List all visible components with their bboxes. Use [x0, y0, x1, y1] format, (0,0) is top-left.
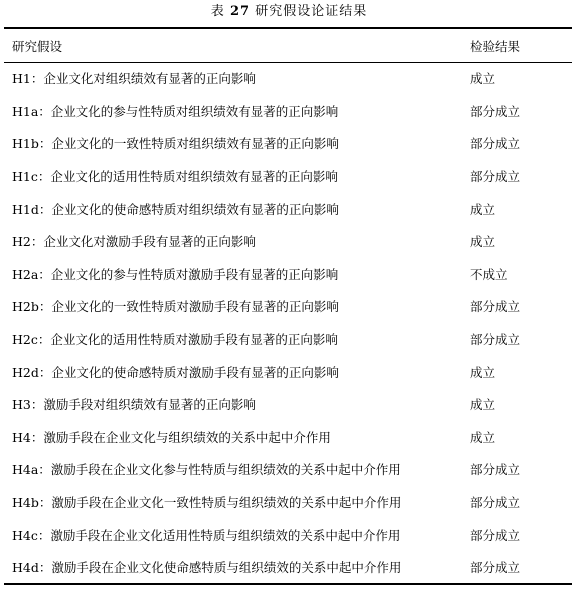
hypothesis-cell: H2c：企业文化的适用性特质对激励手段有显著的正向影响 [12, 332, 338, 348]
hypothesis-cell: H1a：企业文化的参与性特质对组织绩效有显著的正向影响 [12, 103, 339, 119]
table-row [4, 225, 572, 258]
header-hypothesis: 研究假设 [12, 38, 63, 54]
result-cell: 部分成立 [470, 299, 521, 315]
table-row [4, 62, 572, 95]
table-row [4, 127, 572, 160]
table-row [4, 290, 572, 323]
hypothesis-cell: H2b：企业文化的一致性特质对激励手段有显著的正向影响 [12, 299, 339, 315]
hypothesis-cell: H1c：企业文化的适用性特质对组织绩效有显著的正向影响 [12, 169, 338, 185]
header-result: 检验结果 [470, 38, 521, 54]
hypothesis-results-table [4, 29, 572, 584]
result-cell: 成立 [470, 201, 496, 217]
table-row [4, 323, 572, 356]
hypothesis-cell: H4d：激励手段在企业文化使命感特质与组织绩效的关系中起中介作用 [12, 560, 402, 576]
hypothesis-cell: H1b：企业文化的一致性特质对组织绩效有显著的正向影响 [12, 136, 339, 152]
result-cell: 部分成立 [470, 462, 521, 478]
table-row [4, 453, 572, 486]
caption-title: 研究假设论证结果 [255, 4, 368, 19]
table-row [4, 95, 572, 128]
result-cell: 不成立 [470, 266, 508, 282]
hypothesis-cell: H4a：激励手段在企业文化参与性特质与组织绩效的关系中起中介作用 [12, 462, 401, 478]
table-row [4, 486, 572, 519]
hypothesis-cell: H2a：企业文化的参与性特质对激励手段有显著的正向影响 [12, 266, 339, 282]
result-cell: 部分成立 [470, 169, 521, 185]
hypothesis-cell: H4c：激励手段在企业文化适用性特质与组织绩效的关系中起中介作用 [12, 527, 401, 543]
hypothesis-cell: H4：激励手段在企业文化与组织绩效的关系中起中介作用 [12, 429, 331, 445]
hypothesis-cell: H1d：企业文化的使命感特质对组织绩效有显著的正向影响 [12, 201, 339, 217]
result-cell: 部分成立 [470, 560, 521, 576]
table-row [4, 551, 572, 584]
result-cell: 成立 [470, 364, 496, 380]
result-cell: 部分成立 [470, 527, 521, 543]
result-cell: 成立 [470, 429, 496, 445]
table-body [4, 62, 572, 584]
caption-prefix: 表 [210, 4, 225, 19]
table-row [4, 421, 572, 454]
hypothesis-cell: H2d：企业文化的使命感特质对激励手段有显著的正向影响 [12, 364, 339, 380]
hypothesis-cell: H4b：激励手段在企业文化一致性特质与组织绩效的关系中起中介作用 [12, 495, 402, 511]
result-cell: 部分成立 [470, 103, 521, 119]
result-cell: 部分成立 [470, 332, 521, 348]
result-cell: 部分成立 [470, 136, 521, 152]
table-row [4, 388, 572, 421]
result-cell: 成立 [470, 397, 496, 413]
hypothesis-cell: H1：企业文化对组织绩效有显著的正向影响 [12, 71, 256, 87]
table-row [4, 518, 572, 551]
table-row [4, 160, 572, 193]
result-cell: 成立 [470, 71, 496, 87]
table-caption [0, 3, 578, 21]
header-row [4, 29, 572, 62]
result-cell: 成立 [470, 234, 496, 250]
table-row [4, 258, 572, 291]
hypothesis-cell: H3：激励手段对组织绩效有显著的正向影响 [12, 397, 256, 413]
result-cell: 部分成立 [470, 495, 521, 511]
hypothesis-cell: H2：企业文化对激励手段有显著的正向影响 [12, 234, 256, 250]
table-row [4, 192, 572, 225]
caption-number: 27 [229, 4, 251, 19]
table-row [4, 355, 572, 388]
